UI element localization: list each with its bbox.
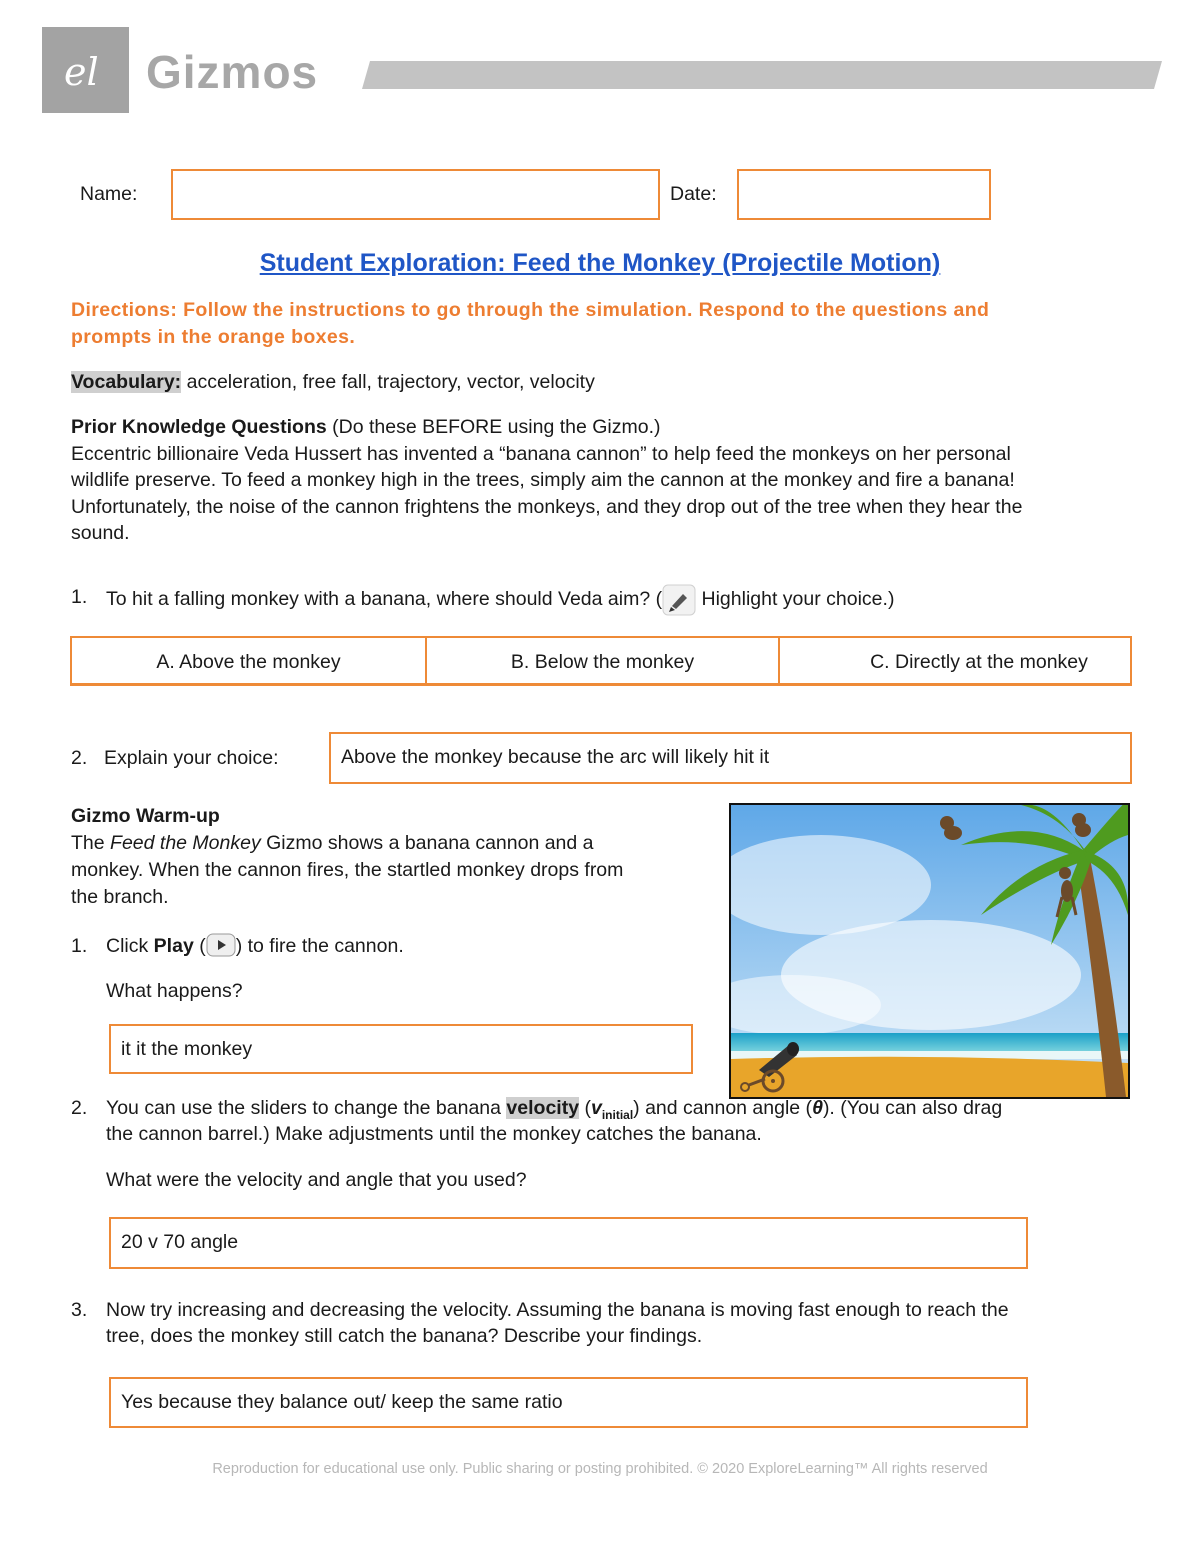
what-happens-field[interactable] (109, 1024, 693, 1074)
play-button-icon (206, 933, 236, 961)
gizmo-name: Feed the Monkey (110, 832, 261, 854)
vocabulary-terms: acceleration, free fall, trajectory, vector, velocity (181, 371, 595, 393)
vocabulary-label: Vocabulary: (71, 371, 182, 393)
name-label: Name: (80, 183, 138, 205)
highlighter-pen-icon (662, 584, 696, 616)
directions-line-1: Directions: Follow the instructions to go through the simulation. Respond to the questions and (71, 299, 990, 321)
header-bar (362, 61, 1162, 89)
warmup-q1-text: Click Play ( ) to fire the cannon. (106, 933, 404, 961)
warmup-q2-number: 2. (71, 1097, 88, 1119)
prior-paragraph-line: wildlife preserve. To feed a monkey high in the trees, simply aim the cannon at the monkey and fire a banana! (71, 469, 1015, 492)
warmup-q1-prompt: What happens? (106, 980, 243, 1002)
beach-scene (731, 805, 1128, 1097)
prior-paragraph-line: Unfortunately, the noise of the cannon frightens the monkeys, and they drop out of the tree when they hear the (71, 495, 1023, 518)
page-title: Student Exploration: Feed the Monkey (Projectile Motion) (259, 249, 941, 277)
directions-line-2: prompts in the orange boxes. (71, 326, 356, 348)
warmup-heading: Gizmo Warm-up (71, 805, 220, 827)
prior-q1-number: 1. (71, 586, 88, 608)
velocity-angle-field[interactable] (109, 1217, 1028, 1269)
explain-choice-answer: Above the monkey because the arc will likely hit it (341, 746, 770, 768)
explorelearning-logo (42, 27, 129, 113)
warmup-q2-text: You can use the sliders to change the banana velocity $(v_{initial})$ and cannon angle (θ). (You can also drag (106, 1097, 1003, 1122)
choice-c[interactable]: C. Directly at the monkey (870, 651, 1088, 673)
velocity-term: velocity (506, 1097, 580, 1119)
findings-field[interactable] (109, 1377, 1028, 1428)
answer-choices (70, 636, 1132, 686)
prior-q2-label: Explain your choice: (104, 747, 279, 769)
choice-b[interactable]: B. Below the monkey (427, 638, 780, 686)
date-field[interactable] (737, 169, 991, 220)
prior-q2-number: 2. (71, 747, 88, 769)
gizmos-brand: Gizmos (146, 46, 319, 98)
date-label: Date: (670, 183, 717, 205)
warmup-intro-line: monkey. When the cannon fires, the startled monkey drops from (71, 859, 624, 881)
warmup-q1-number: 1. (71, 935, 88, 957)
velocity-angle-answer: 20 v 70 angle (121, 1231, 239, 1253)
el-logo-mark (42, 27, 129, 113)
warmup-q2-prompt: What were the velocity and angle that you used? (106, 1169, 527, 1191)
warmup-intro-line: the branch. (71, 886, 169, 908)
prior-knowledge-section (71, 414, 1022, 547)
prior-q1-text: To hit a falling monkey with a banana, where should Veda aim? ( Highlight your choice.) (106, 584, 894, 616)
footer-copyright: Reproduction for educational use only. Public sharing or posting prohibited. © 2020 ExploreLearning™ All rights reserved (212, 1461, 988, 1477)
what-happens-answer: it it the monkey (121, 1038, 253, 1060)
warmup-q3-line2: tree, does the monkey still catch the banana? Describe your findings. (106, 1325, 703, 1347)
findings-answer: Yes because they balance out/ keep the same ratio (121, 1391, 563, 1413)
prior-heading: Prior Knowledge Questions (71, 416, 327, 438)
warmup-q3-number: 3. (71, 1299, 88, 1321)
prior-paragraph-line: sound. (71, 522, 130, 545)
prior-note: (Do these BEFORE using the Gizmo.) (326, 416, 661, 438)
prior-paragraph-line: Eccentric billionaire Veda Hussert has invented a “banana cannon” to help feed the monkeys on her personal (71, 442, 1011, 465)
svg-text:el: el (64, 50, 99, 94)
warmup-section: Gizmo Warm-up The Feed the Monkey Gizmo shows a banana cannon and a monkey. When the cannon fires, the startled monkey drops from the branch. (71, 803, 623, 911)
name-field[interactable] (171, 169, 660, 220)
choice-a[interactable]: A. Above the monkey (72, 638, 427, 686)
explain-choice-field[interactable] (329, 732, 1132, 784)
vocabulary (71, 369, 595, 396)
warmup-q3-line1: Now try increasing and decreasing the velocity. Assuming the banana is moving fast enough to reach the (106, 1299, 1009, 1321)
gizmo-simulation-image (729, 803, 1130, 1099)
warmup-q2-line2: the cannon barrel.) Make adjustments until the monkey catches the banana. (106, 1123, 762, 1145)
directions (71, 297, 989, 351)
